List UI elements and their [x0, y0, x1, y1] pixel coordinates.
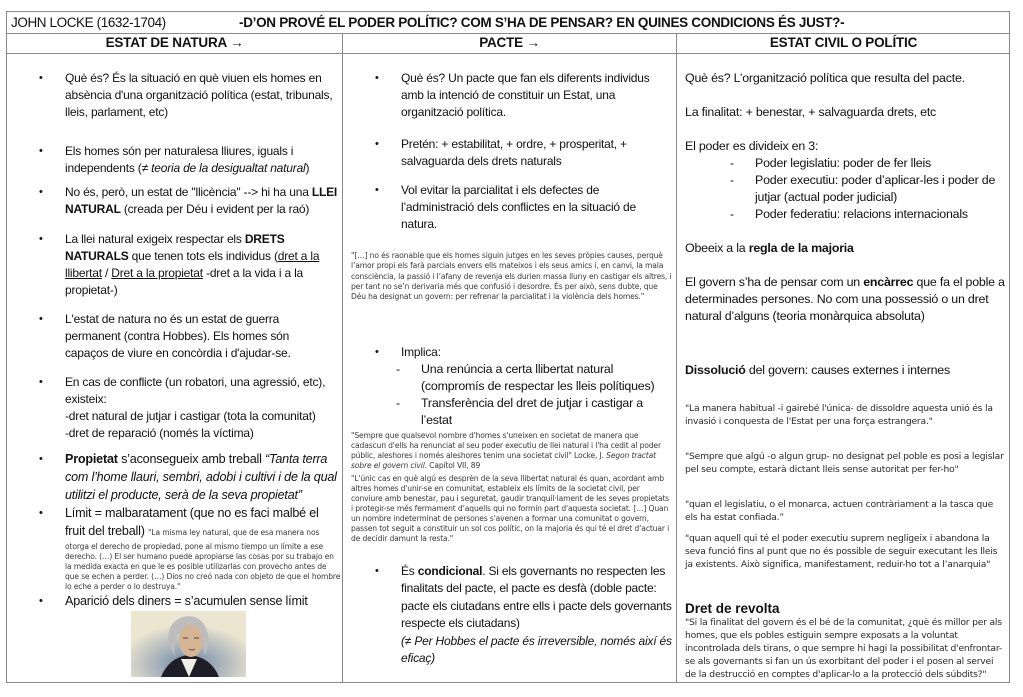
portrait-john-locke-icon — [131, 611, 246, 677]
list-item: • Vol evitar la parcialitat i els defectes de l’administració dels conflictes en la situació de natura. — [375, 183, 636, 231]
main-question: -D’ON PROVÉ EL PODER POLÍTIC? COM S’HA DE PENSAR? EN QUINES CONDICIONS ÉS JUST?- — [239, 15, 845, 30]
list-item: • Pretén: + estabilitat, + ordre, + prosperitat, + salvaguarda dels drets naturals — [375, 137, 627, 168]
bullet-icon: • — [375, 72, 379, 84]
bullet-icon: • — [39, 507, 43, 519]
bullet-icon: • — [39, 376, 43, 388]
bullet-icon: • — [375, 184, 379, 196]
column-estat-de-natura — [7, 54, 342, 682]
list-item: • No és, però, un estat de "llicència" --> hi ha una LLEI NATURAL (creada per Déu i evident per la raó) — [39, 185, 338, 216]
paragraph: Dissolució del govern: causes externes i internes — [685, 363, 950, 377]
column-header-estat-de-natura: ESTAT DE NATURA → — [105, 35, 244, 50]
paragraph: Què és? L’organització política que resulta del pacte. — [685, 71, 965, 85]
locke-summary-table — [6, 11, 1010, 683]
list-item: • Què és? Un pacte que fan els diferents individus amb la intenció de constituir un Estat, una organització política. — [375, 71, 650, 119]
quote-dissolution-legislative: "quan el legislatiu, o el monarca, actuen contràriament a la tasca que els ha estat confiada.” — [685, 499, 994, 523]
column-header-row — [7, 33, 1009, 54]
bullet-icon: • — [39, 72, 43, 84]
list-item: • L'estat de natura no és un estat de guerra permanent (contra Hobbes). Els homes són capaços de viure en concòrdia i d'ajudar-se. — [39, 312, 291, 360]
quote-majority: "L'únic cas en què algú es desprèn de la seva llibertat natural és quan, acordant amb altres homes d'unir-se en comunitat, estableix els límits de la societat civil, per conviure amb benestar, pau i seguretat, gaudir tranquil·lament de les seves propietats i protegir-se més fermament d’aquells qui no formin part d'aquesta societat. […] Quan un nombre indeterminat de persones s'avenen a formar una comunitat o govern, passen tot seguit a constituir un sol cos polític, on la majoria és qui té el dret d’actuar i de decidir damunt la resta." — [351, 474, 670, 543]
quote-property-limit: "La misma ley natural, que de esa manera nos — [148, 528, 320, 537]
list-item: • Aparició dels diners = s’acumulen sense límit — [39, 594, 308, 608]
column-header-pacte: PACTE → — [479, 35, 540, 50]
paragraph: La finalitat: + benestar, + salvaguarda drets, etc — [685, 105, 937, 119]
quote-property-limit-continued: otorga el derecho de propiedad, pone al mismo tiempo un límite a ese derecho. (…) El ser humano puede apropiarse las cosas por su trabajo en la medida exacta en que le es posible utilizarlas con provecho antes de que se echen a perder. (…) Dios no creó nada con objeto de que el hombre lo eche a perder o lo destruya." — [65, 542, 341, 591]
bullet-icon: • — [39, 186, 43, 198]
list-item: • En cas de conflicte (un robatori, una agressió, etc), existeix: -dret natural de jutjar i castigar (tota la comunitat) -dret de reparació (només la víctima) — [39, 375, 326, 440]
paragraph: Obeeix a la regla de la majoria — [685, 241, 854, 255]
john-locke-portrait-image — [131, 611, 246, 677]
quote-dissolution-usurpation: "Sempre que algú -o algun grup- no designat pel poble es posi a legislar pel seu compte, estarà dictant lleis sense autoritat per fer-ho" — [685, 451, 1004, 475]
bullet-icon: • — [375, 346, 379, 358]
bullet-icon: • — [39, 595, 43, 607]
bullet-icon: • — [39, 313, 43, 325]
sub-item: - Transferència del dret de jutjar i castigar a l’estat — [396, 396, 643, 427]
column-estat-civil — [677, 54, 1010, 682]
sub-item: - Poder legislatiu: poder de fer lleis — [730, 156, 932, 170]
bullet-icon: • — [39, 233, 43, 245]
sub-item: - Una renúncia a certa llibertat natural (compromís de respectar les lleis polítiques) — [396, 362, 655, 393]
title-row — [7, 12, 1009, 34]
list-item: • La llei natural exigeix respectar els DRETS NATURALS que tenen tots els individus (dret a la llibertat / Dret a la propietat -dret a la vida i a la propietat-) — [39, 232, 320, 297]
column-header-estat-civil: ESTAT CIVIL O POLÍTIC — [769, 35, 918, 50]
quote-civil-society: "Sempre que qualsevol nombre d'homes s'uneixen en societat de manera que cadascun d'ells ha renunciat al seu poder executiu de llei natural i l'ha cedit al poder públic, aleshores i només aleshores tenim una societat civil" Locke, J. Segon tractat sobre el govern civil. Capítol VII, 89 — [351, 431, 661, 470]
author-label: JOHN LOCKE (1632-1704) — [11, 15, 166, 30]
list-item: • Propietat s’aconsegueix amb treball “Tanta terra com l’home llauri, sembri, adobi i cultivi i de la qual utilitzi el producte, serà de la seva propietat” — [39, 452, 337, 502]
quote-right-of-revolt: "Si la finalitat del govern és el bé de la comunitat, ¿què és millor per als homes, que els pobles estiguin sempre exposats a la voluntat incontrolada dels tirans, o que sempre hi hagi la possibilitat d'enfrontar-se als governants si fan un ús exorbitant del poder i el posen al servei de la destrucció en comptes d'aplicar-lo a la protecció dels súbdits?" — [685, 617, 1002, 680]
quote-dissolution-external: "La manera habitual -i gairebé l'única- de dissoldre aquesta unió és la invasió i conquesta de l'Estat per una força estrangera." — [685, 403, 993, 427]
paragraph: El govern s’ha de pensar com un encàrrec que fa el poble a determinades persones. No com una possessió o un dret natural d’alguns (teoria monàrquica absoluta) — [685, 275, 1005, 323]
paragraph: El poder es divideix en 3: — [685, 139, 819, 153]
list-item: • Implica: — [375, 345, 441, 359]
sub-item: - Poder executiu: poder d’aplicar-les i poder de jutjar (actual poder judicial) — [730, 173, 996, 204]
bullet-icon: • — [375, 138, 379, 150]
bullet-icon: • — [375, 565, 379, 577]
quote-impartiality: "[…] no és raonable que els homes siguin jutges en les seves pròpies causes, perquè l’amor propi els farà parcials envers ells mateixos i els seus amics i, en canvi, la mala consciència, la passió i l’afany de revenja els durien massa lluny en castigar els altres, i per tant no se’n derivaria més que confusió i desordre. És per això, sens dubte, que Déu ha designat un govern: per refrenar la parcialitat i la violència dels homes.” — [351, 251, 672, 302]
bullet-icon: • — [39, 145, 43, 157]
list-item: • Què és? És la situació en què viuen els homes en absència d'una organització política (estat, tribunals, lleis, parlament, etc) — [39, 71, 333, 119]
list-item: • Límit = malbaratament (que no es faci malbé el fruit del treball) "La misma ley natural, que de esa manera nos — [39, 506, 320, 538]
quote-dissolution-executive: "quan aquell qui té el poder executiu suprem negligeix i abandona la seva funció fins al punt que no és possible de seguir executant les lleis ja existents. Això significa, manifestament, reduir-ho tot a l’anarquia" — [685, 533, 998, 570]
list-item: • És condicional. Si els governants no respecten les finalitats del pacte, el pacte es desfà (doble pacte: pacte els ciutadans entre ells i pacte dels governants respecte els ciutadans) (≠ Per Hobbes el pacte és irreversible, només així és eficaç) — [375, 564, 672, 666]
column-pacte — [343, 54, 676, 682]
bullet-icon: • — [39, 453, 43, 465]
list-item: • Els homes són per naturalesa lliures, iguals i independents (≠ teoria de la desigualtat natural) — [39, 144, 310, 175]
revolt-heading: Dret de revolta — [685, 601, 780, 616]
sub-item: - Poder federatiu: relacions internacionals — [730, 207, 968, 221]
